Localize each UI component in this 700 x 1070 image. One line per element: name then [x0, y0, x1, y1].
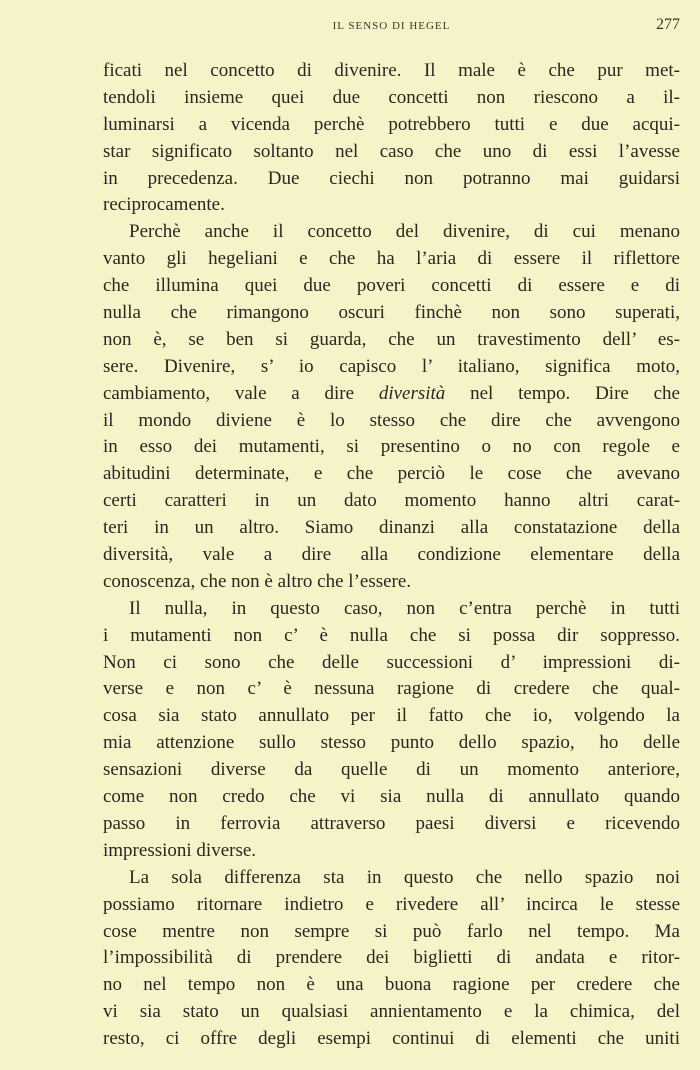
page-number: 277 [656, 16, 680, 33]
text-segment: cose mentre non sempre si può farlo nel tempo. Ma [103, 920, 680, 942]
text-segment: diversità, vale a dire alla condizione elementare della [103, 544, 680, 566]
text-line [103, 999, 680, 1026]
text-line [103, 58, 680, 85]
text-line [103, 408, 680, 435]
text-segment: abitudini determinate, e che perciò le cose che avevano [103, 463, 680, 485]
text-segment: l’impossibilità di prendere dei biglietti di andata e ritor- [103, 947, 680, 969]
text-segment: il mondo diviene è lo stesso che dire che avvengono [103, 409, 680, 431]
text-line [103, 300, 680, 327]
text-line [103, 919, 680, 946]
text-line [103, 784, 680, 811]
text-segment: in precedenza. Due ciechi non potranno mai guidarsi [103, 167, 680, 189]
text-segment: no nel tempo non è una buona ragione per credere che [103, 974, 680, 996]
text-line [103, 354, 680, 381]
text-segment: vi sia stato un qualsiasi annientamento e la chimica, del [103, 1001, 680, 1023]
text-segment: Non ci sono che delle successioni d’ impressioni di- [103, 651, 680, 673]
text-line [103, 542, 680, 569]
text-line [103, 623, 680, 650]
text-segment: vanto gli hegeliani e che ha l’aria di essere il riflettore [103, 248, 680, 270]
text-line [103, 945, 680, 972]
text-line [103, 676, 680, 703]
text-segment: come non credo che vi sia nulla di annullato quando [103, 786, 680, 808]
text-segment: non è, se ben si guarda, che un travestimento dell’ es- [103, 328, 680, 350]
page-header [103, 16, 680, 38]
text-line [103, 166, 680, 193]
text-segment: mia attenzione sullo stesso punto dello spazio, ho delle [103, 732, 680, 754]
text-segment: nulla che rimangono oscuri finchè non sono superati, [103, 302, 680, 324]
text-segment: ficati nel concetto di divenire. Il male è che pur met- [103, 60, 680, 81]
text-segment: luminarsi a vicenda perchè potrebbero tutti e due acqui- [103, 113, 680, 135]
text-segment: La sola differenza sta in questo che nello spazio noi [129, 866, 680, 888]
text-line [103, 838, 680, 865]
text-line [103, 972, 680, 999]
text-line [103, 596, 680, 623]
text-line [103, 192, 680, 219]
text-segment: star significato soltanto nel caso che uno di essi l’avesse [103, 140, 680, 162]
text-segment: tendoli insieme quei due concetti non riescono a il- [103, 86, 680, 108]
text-segment: reciprocamente. [103, 194, 225, 216]
text-segment: teri in un altro. Siamo dinanzi alla constatazione della [103, 517, 680, 539]
text-line [103, 703, 680, 730]
text-line [103, 461, 680, 488]
text-segment: resto, ci offre degli esempi continui di elementi che uniti [103, 1028, 680, 1050]
text-line [103, 85, 680, 112]
text-line [103, 139, 680, 166]
text-line [103, 865, 680, 892]
text-segment: certi caratteri in un dato momento hanno altri carat- [103, 490, 680, 512]
text-segment: possiamo ritornare indietro e rivedere all’ incirca le stesse [103, 893, 680, 915]
text-line [103, 569, 680, 596]
text-line [103, 892, 680, 919]
text-segment: che illumina quei due poveri concetti di essere e di [103, 275, 680, 297]
text-line [103, 434, 680, 461]
body-text [103, 58, 680, 1053]
text-line [103, 246, 680, 273]
text-segment: conoscenza, che non è altro che l’essere. [103, 570, 412, 592]
text-line [103, 219, 680, 246]
text-segment: nel tempo. Dire che [445, 382, 680, 404]
running-title: IL SENSO DI HEGEL [332, 20, 451, 32]
text-line [103, 112, 680, 139]
text-segment: cosa sia stato annullato per il fatto che io, volgendo la [103, 705, 680, 727]
text-line [103, 327, 680, 354]
text-line [103, 1026, 680, 1053]
text-segment: cambiamento, vale a dire [103, 382, 379, 404]
text-line [103, 811, 680, 838]
italic-word: diversità [378, 382, 446, 404]
text-segment: Il nulla, in questo caso, non c’entra perchè in tutti [129, 597, 680, 619]
text-line [103, 515, 680, 542]
text-line [103, 757, 680, 784]
text-segment: sensazioni diverse da quelle di un momento anteriore, [103, 759, 680, 781]
text-line [103, 730, 680, 757]
text-segment: Perchè anche il concetto del divenire, di cui menano [129, 221, 680, 243]
text-segment: i mutamenti non c’ è nulla che si possa dir soppresso. [103, 624, 680, 646]
text-line [103, 381, 680, 408]
text-segment: impressioni diverse. [103, 839, 257, 861]
text-line [103, 273, 680, 300]
text-segment: sere. Divenire, s’ io capisco l’ italiano, significa moto, [103, 355, 680, 377]
text-segment: passo in ferrovia attraverso paesi diversi e ricevendo [103, 812, 680, 834]
text-segment: verse e non c’ è nessuna ragione di credere che qual- [103, 678, 680, 700]
text-line [103, 488, 680, 515]
text-line [103, 650, 680, 677]
text-segment: in esso dei mutamenti, si presentino o no con regole e [103, 436, 680, 458]
